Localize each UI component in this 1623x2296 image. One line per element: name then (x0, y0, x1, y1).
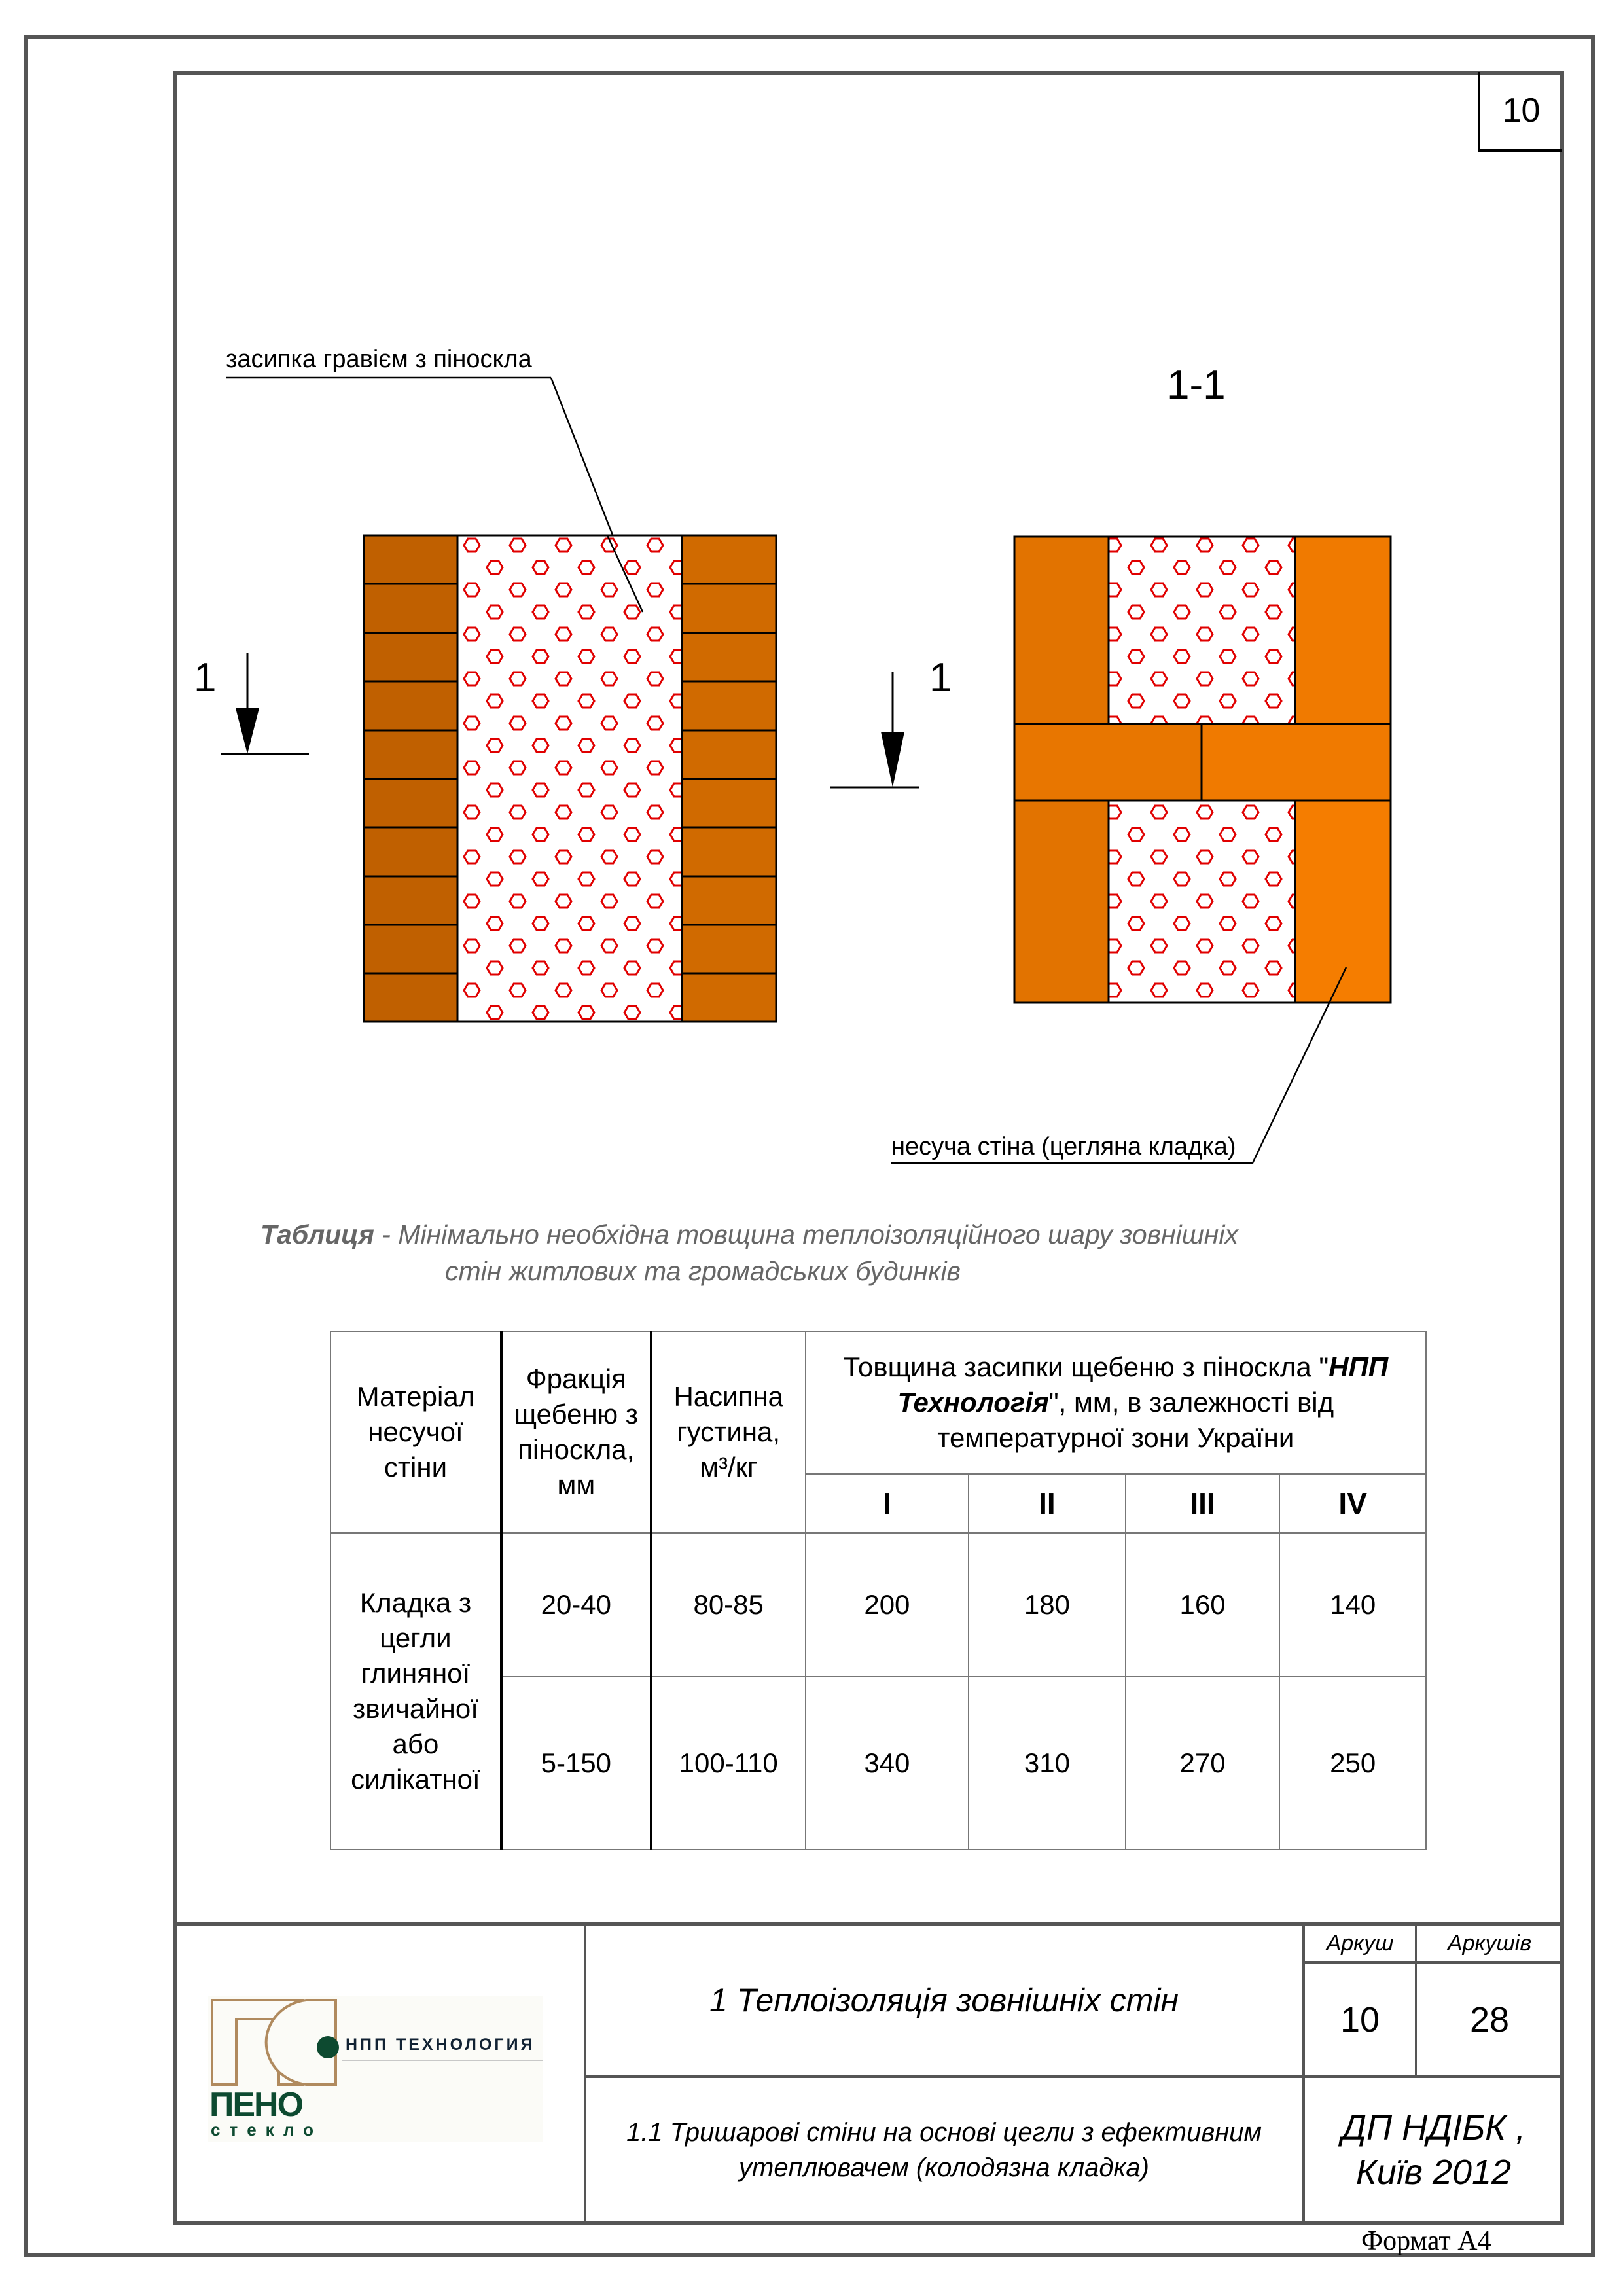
organization: ДП НДІБК , (1341, 2108, 1526, 2147)
sheets-value: 28 (1469, 2000, 1510, 2039)
header-thickness (806, 1331, 1426, 1474)
zone-cell: 140 (1279, 1533, 1426, 1677)
header-thickness-brand: НПП Технологія (897, 1352, 1389, 1418)
header-material: Матеріал несучої стіни (330, 1331, 501, 1533)
wall-section-plan (1014, 537, 1391, 1003)
table-caption-line2: стін житлових та громадських будинків (445, 1256, 961, 1286)
zone-header: III (1126, 1474, 1280, 1533)
format-label: Формат А4 (1361, 2226, 1491, 2256)
density-cell: 100-110 (651, 1677, 806, 1850)
fill-label: засипка гравієм з піноскла (226, 346, 532, 373)
zone-cell: 200 (806, 1533, 969, 1677)
table-caption-line1 (260, 1216, 1238, 1253)
wall-elevation (364, 535, 776, 1022)
material-cell: Кладка з цегли глиняної звичайної або силікатної (330, 1533, 501, 1850)
subsection-title-cell: 1.1 Тришарові стіни на основі цегли з ефективним утеплювачем (колодязна кладка) (626, 2118, 1262, 2182)
zone-header: II (969, 1474, 1126, 1533)
place-year: Київ 2012 (1355, 2153, 1512, 2192)
zone-cell: 310 (969, 1677, 1126, 1850)
organization-cell (1305, 2076, 1562, 2224)
sheet-label: Аркуш (1326, 1930, 1394, 1956)
header-thickness-post: ", мм, в залежності від температурної зони України (937, 1387, 1334, 1453)
section-mark-left (221, 653, 309, 754)
zone-cell: 250 (1279, 1677, 1426, 1850)
section-mark-left-number: 1 (194, 655, 217, 700)
fraction-cell: 20-40 (501, 1533, 651, 1677)
table-caption-label: Таблиця (260, 1219, 374, 1249)
density-cell: 80-85 (651, 1533, 806, 1677)
table-header-row (330, 1331, 1426, 1474)
zone-cell: 160 (1126, 1533, 1280, 1677)
header-density: Насипна густина, м³/кг (651, 1331, 806, 1533)
logo-brand-bottom: стекло (211, 2120, 323, 2140)
header-thickness-pre: Товщина засипки щебеню з піноскла " (843, 1352, 1329, 1382)
table-caption-text: - Мінімально необхідна товщина теплоізоляційного шару зовнішніх (374, 1219, 1238, 1249)
sheets-label: Аркушів (1447, 1930, 1532, 1956)
section-mark-right-number: 1 (929, 655, 952, 700)
zone-cell: 270 (1126, 1677, 1280, 1850)
zone-cell: 180 (969, 1533, 1126, 1677)
header-fraction: Фракція щебеню з піноскла, мм (501, 1331, 651, 1533)
sheet-value: 10 (1340, 2000, 1380, 2039)
section-title: 1-1 (1167, 363, 1226, 408)
table-row (330, 1533, 1426, 1677)
section-mark-right (830, 672, 919, 787)
section-title-cell: 1 Теплоізоляція зовнішніх стін (709, 1982, 1179, 2018)
fraction-cell: 5-150 (501, 1677, 651, 1850)
zone-header: I (806, 1474, 969, 1533)
zone-cell: 340 (806, 1677, 969, 1850)
wall-label: несуча стіна (цегляна кладка) (891, 1133, 1236, 1160)
sheet-number: 10 (1502, 91, 1541, 130)
insulation-thickness-table (330, 1331, 1427, 1850)
zone-header: IV (1279, 1474, 1426, 1533)
company-logo (208, 1996, 543, 2142)
logo-brand-top: ПЕНО (209, 2086, 303, 2124)
logo-company: НПП ТЕХНОЛОГИЯ (346, 2036, 535, 2054)
